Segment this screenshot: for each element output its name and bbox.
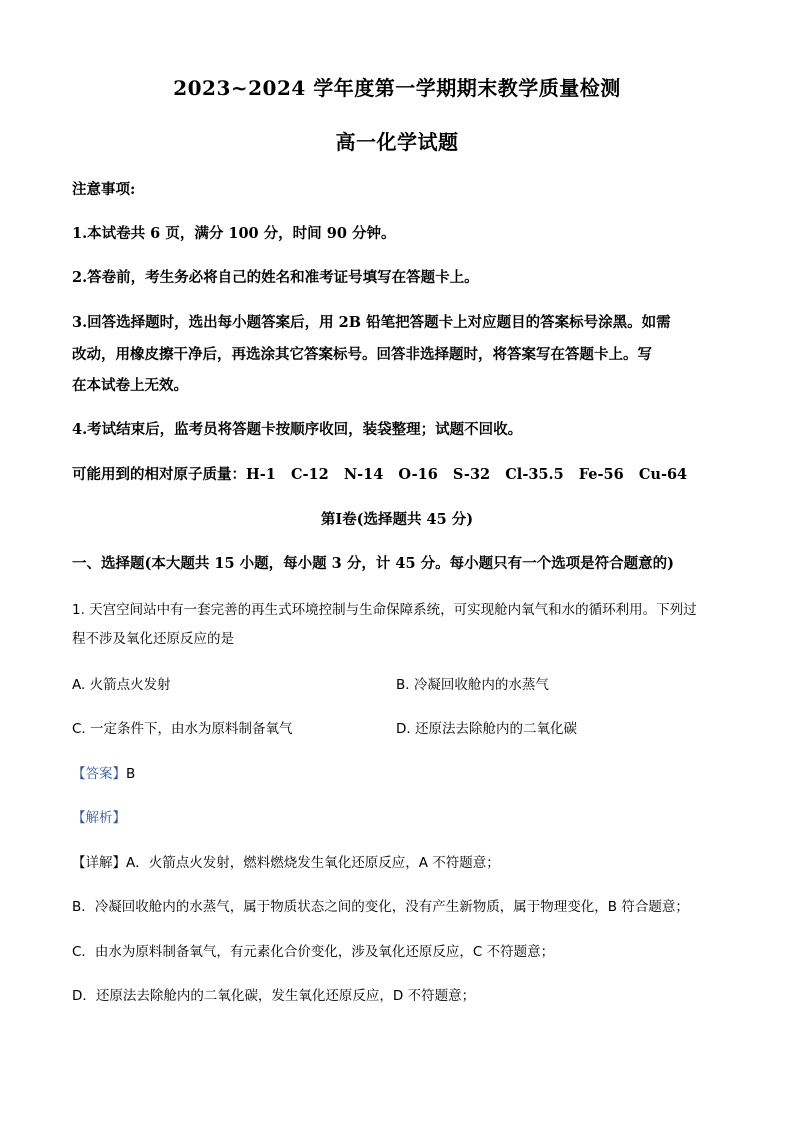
answer-value: B — [126, 766, 136, 782]
question-1-stem-line-2: 程不涉及氧化还原反应的是 — [72, 631, 234, 647]
section-heading: 一、选择题(本大题共 15 小题，每小题 3 分，计 45 分。每小题只有一个选项是符合题意的) — [72, 555, 674, 572]
part-title: 第Ⅰ卷(选择题共 45 分) — [320, 511, 474, 528]
note-item-3-line-3: 在本试卷上无效。 — [72, 377, 188, 394]
note-item-3-line-1: 3.回答选择题时，选出每小题答案后，用 2B 铅笔把答题卡上对应题目的答案标号涂黑。如需 — [72, 314, 671, 331]
question-1-stem-line-1: 1. 天宫空间站中有一套完善的再生式环境控制与生命保障系统，可实现舱内氧气和水的循环利用。下列过 — [72, 602, 697, 618]
detail-line-c: C．由水为原料制备氧气，有元素化合价变化，涉及氧化还原反应，C 不符题意； — [72, 944, 555, 960]
exam-title: 2023~2024 学年度第一学期期末教学质量检测 — [173, 76, 621, 100]
analysis-label: 【解析】 — [72, 810, 126, 826]
option-c: C. 一定条件下，由水为原料制备氧气 — [72, 721, 293, 737]
note-item-4: 4.考试结束后，监考员将答题卡按顺序收回，装袋整理；试题不回收。 — [72, 421, 523, 438]
detail-label: 【详解】 — [72, 855, 126, 871]
note-item-2: 2.答卷前，考生务必将自己的姓名和准考证号填写在答题卡上。 — [72, 269, 479, 286]
exam-subtitle: 高一化学试题 — [335, 130, 459, 154]
option-d: D. 还原法去除舱内的二氧化碳 — [396, 721, 577, 737]
detail-line-b: B．冷凝回收舱内的水蒸气，属于物质状态之间的变化，没有产生新物质，属于物理变化，B 符合题意； — [72, 899, 689, 915]
option-b: B. 冷凝回收舱内的水蒸气 — [396, 677, 549, 693]
notes-heading: 注意事项: — [72, 181, 136, 198]
atomic-masses: 可能用到的相对原子质量：H-1 C-12 N-14 O-16 S-32 Cl-35.5 Fe-56 Cu-64 — [72, 466, 688, 483]
option-a: A. 火箭点火发射 — [72, 677, 171, 693]
note-item-3-line-2: 改动，用橡皮擦干净后，再选涂其它答案标号。回答非选择题时，将答案写在答题卡上。写 — [72, 346, 652, 363]
detail-line-a — [72, 851, 722, 871]
detail-line-d: D．还原法去除舱内的二氧化碳，发生氧化还原反应，D 不符题意； — [72, 988, 476, 1004]
answer-line — [72, 762, 722, 782]
note-item-1: 1.本试卷共 6 页，满分 100 分，时间 90 分钟。 — [72, 225, 396, 242]
detail-a-text: A．火箭点火发射，燃料燃烧发生氧化还原反应，A 不符题意； — [126, 855, 500, 871]
answer-label: 【答案】 — [72, 766, 126, 782]
